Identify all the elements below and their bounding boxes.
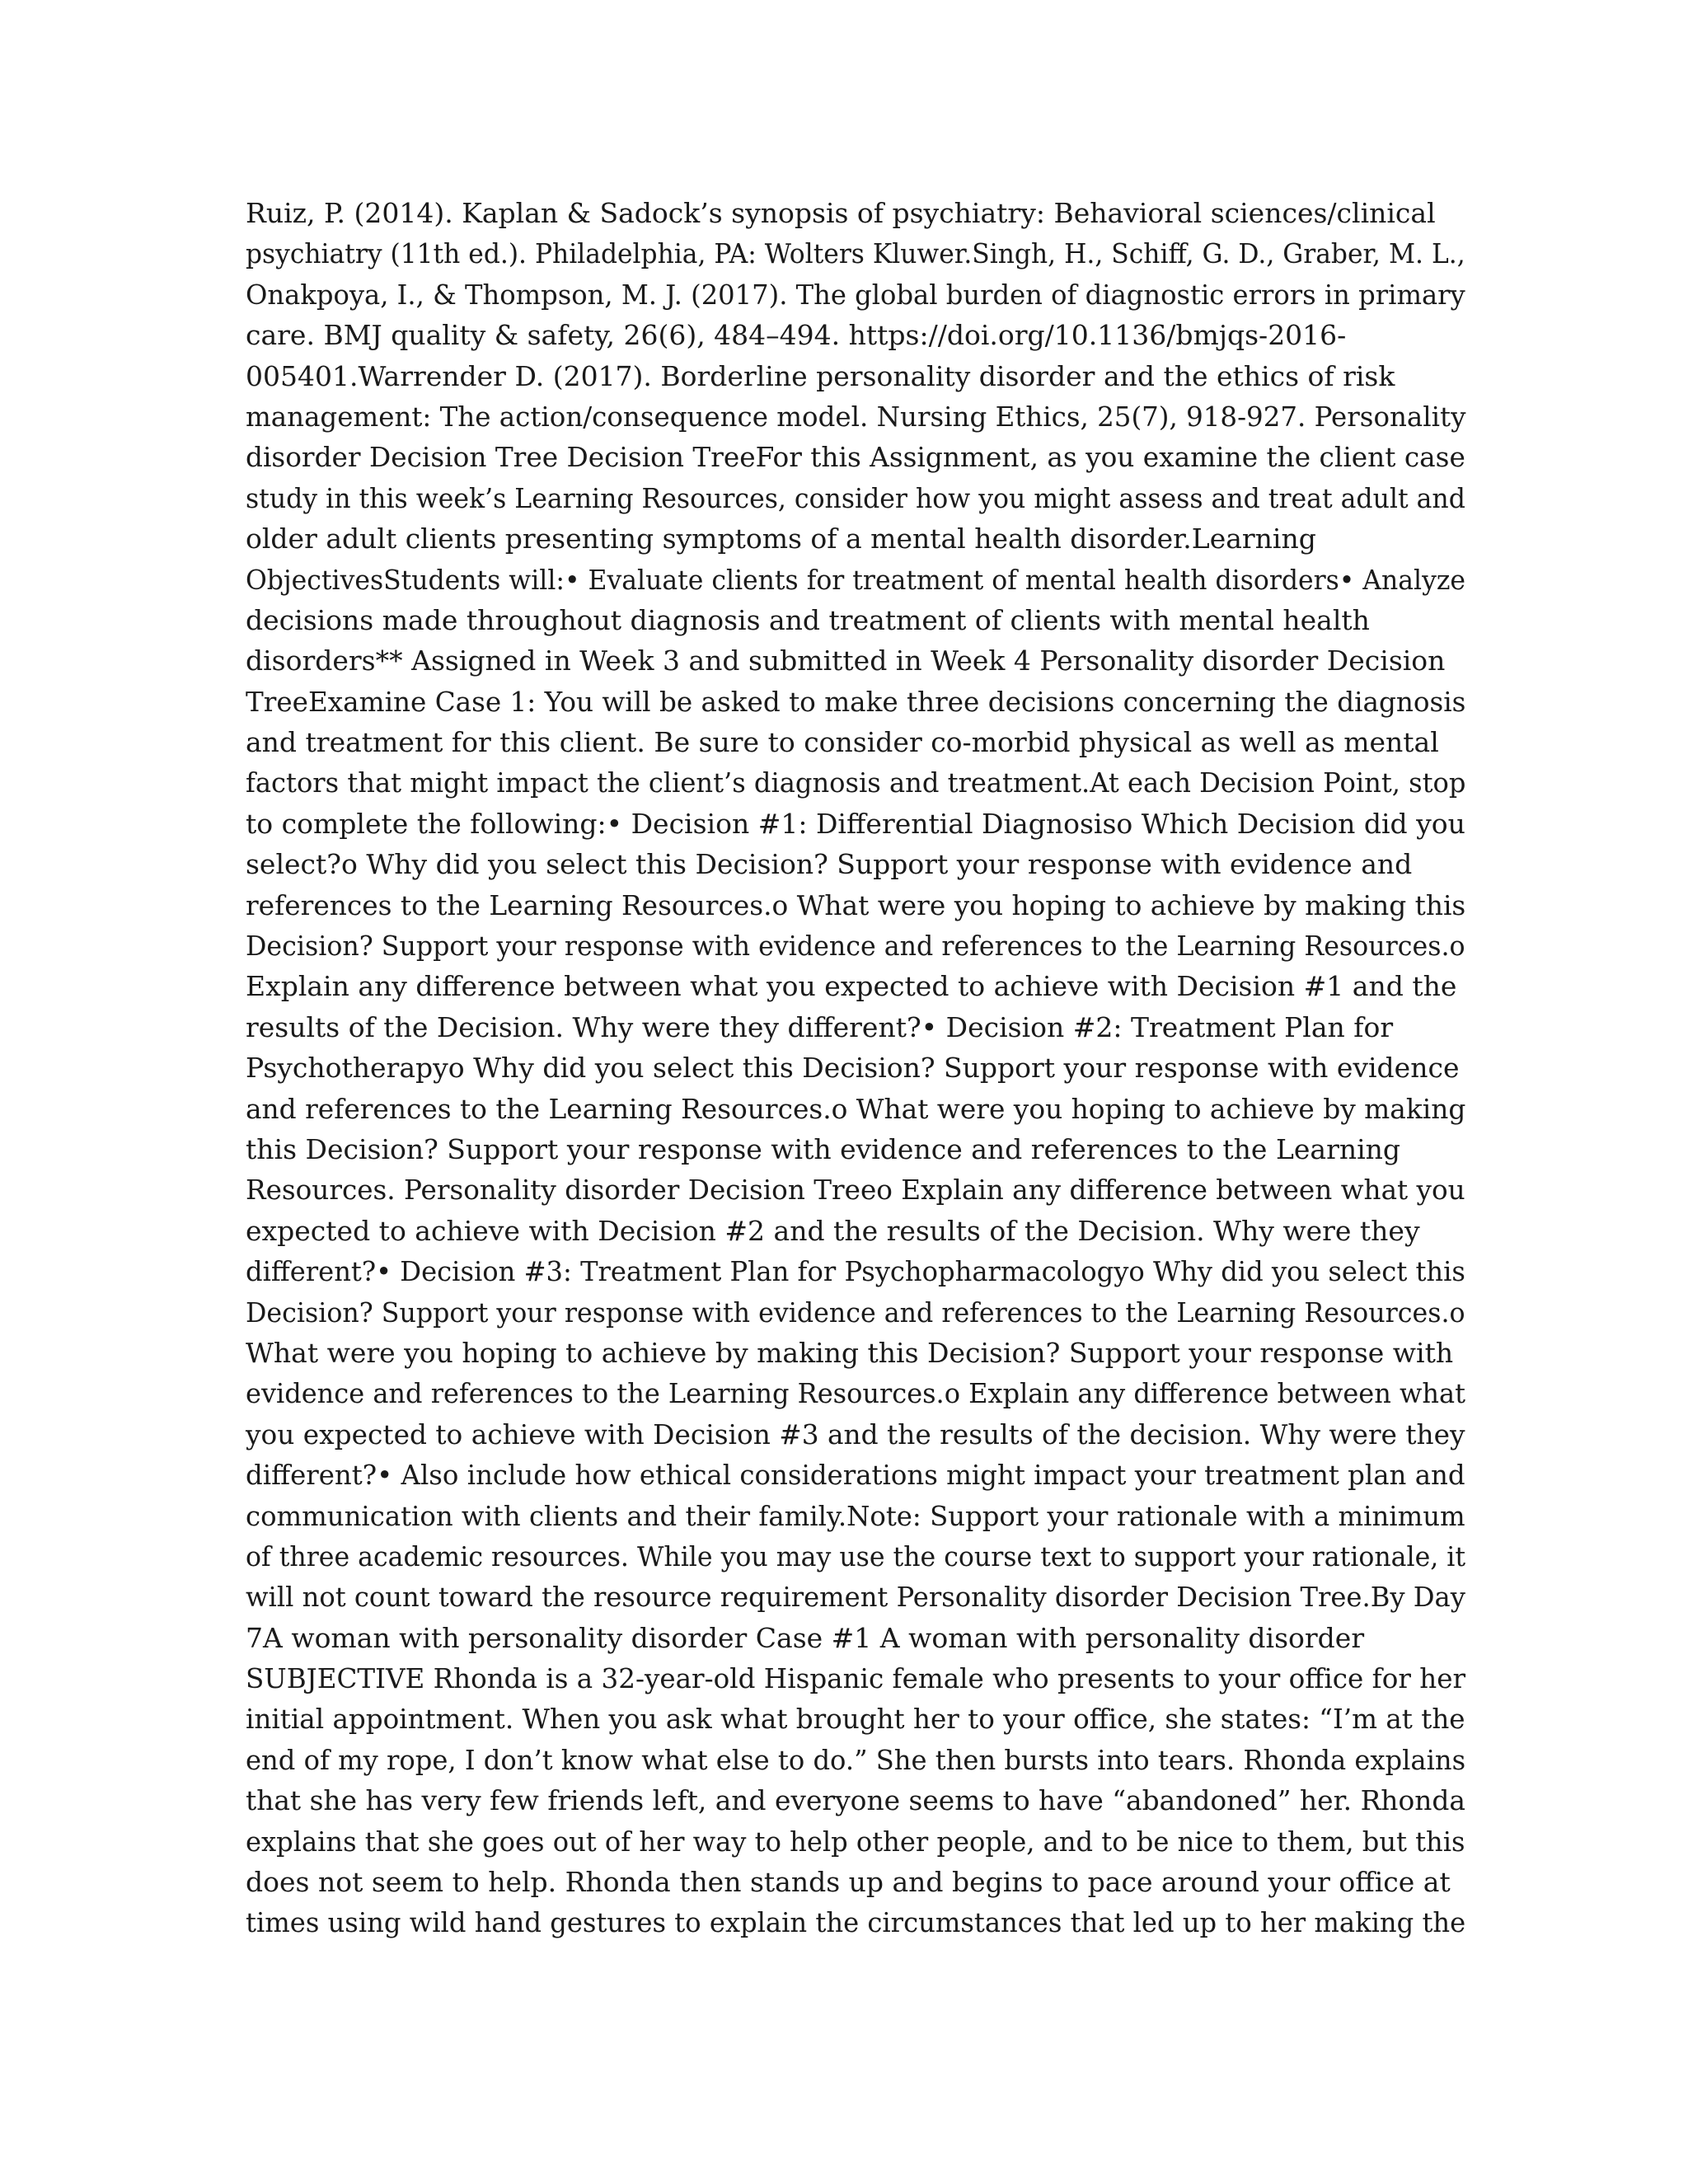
text-line: to complete the following:• Decision #1: Differential Diagnosiso Which Decision did you bbox=[246, 807, 1465, 840]
text-line: you expected to achieve with Decision #3 and the results of the decision. Why were they bbox=[246, 1418, 1465, 1451]
text-line: Decision? Support your response with evidence and references to the Learning Resources.o bbox=[246, 1296, 1465, 1329]
text-line: older adult clients presenting symptoms of a mental health disorder.Learning bbox=[246, 523, 1316, 555]
text-line: expected to achieve with Decision #2 and the results of the Decision. Why were they bbox=[246, 1214, 1420, 1247]
text-line: study in this week’s Learning Resources, consider how you might assess and treat adult and bbox=[246, 481, 1465, 514]
text-line: What were you hoping to achieve by making this Decision? Support your response with bbox=[246, 1336, 1454, 1369]
text-line: different?• Decision #3: Treatment Plan for Psychopharmacologyo Why did you select this bbox=[246, 1255, 1465, 1288]
text-line: Psychotherapyo Why did you select this Decision? Support your response with evidence bbox=[246, 1052, 1460, 1085]
text-line: times using wild hand gestures to explain the circumstances that led up to her making the bbox=[246, 1906, 1466, 1939]
text-line: disorder Decision Tree Decision TreeFor this Assignment, as you examine the client case bbox=[246, 441, 1465, 474]
text-line: 7A woman with personality disorder Case #1 A woman with personality disorder bbox=[246, 1621, 1365, 1654]
text-line: SUBJECTIVE Rhonda is a 32-year-old Hispanic female who presents to your office for her bbox=[246, 1662, 1466, 1695]
body-text bbox=[246, 193, 1465, 1943]
text-line: TreeExamine Case 1: You will be asked to make three decisions concerning the diagnosis bbox=[246, 685, 1466, 718]
text-line: does not seem to help. Rhonda then stands up and begins to pace around your office at bbox=[246, 1866, 1451, 1899]
text-line: select?o Why did you select this Decision? Support your response with evidence and bbox=[246, 848, 1413, 881]
text-line: and references to the Learning Resources.o What were you hoping to achieve by making bbox=[246, 1092, 1466, 1125]
text-line: will not count toward the resource requirement Personality disorder Decision Tree.By Day bbox=[246, 1581, 1465, 1614]
text-line: decisions made throughout diagnosis and treatment of clients with mental health bbox=[246, 603, 1370, 636]
text-line: psychiatry (11th ed.). Philadelphia, PA: Wolters Kluwer.Singh, H., Schiff, G. D., Graber, M. L., bbox=[246, 237, 1465, 270]
text-line: different?• Also include how ethical considerations might impact your treatment plan and bbox=[246, 1459, 1465, 1492]
text-line: disorders** Assigned in Week 3 and submitted in Week 4 Personality disorder Decision bbox=[246, 644, 1446, 677]
text-line: care. BMJ quality & safety, 26(6), 484–494. https://doi.org/10.1136/bmjqs-2016- bbox=[246, 319, 1347, 352]
text-line: this Decision? Support your response with evidence and references to the Learning bbox=[246, 1132, 1401, 1165]
text-line: results of the Decision. Why were they different?• Decision #2: Treatment Plan for bbox=[246, 1010, 1394, 1043]
text-line: end of my rope, I don’t know what else to do.” She then bursts into tears. Rhonda explains bbox=[246, 1743, 1466, 1776]
text-line: Onakpoya, I., & Thompson, M. J. (2017). The global burden of diagnostic errors in primary bbox=[246, 278, 1465, 311]
text-line: of three academic resources. While you may use the course text to support your rationale, it bbox=[246, 1540, 1466, 1572]
text-line: references to the Learning Resources.o What were you hoping to achieve by making this bbox=[246, 888, 1466, 921]
text-line: ObjectivesStudents will:• Evaluate clients for treatment of mental health disorders• Analyze bbox=[246, 563, 1466, 596]
text-line: factors that might impact the client’s diagnosis and treatment.At each Decision Point, stop bbox=[246, 766, 1466, 799]
text-line: initial appointment. When you ask what brought her to your office, she states: “I’m at the bbox=[246, 1703, 1465, 1736]
text-line: Ruiz, P. (2014). Kaplan & Sadock’s synopsis of psychiatry: Behavioral sciences/clinical bbox=[246, 197, 1436, 229]
text-line: that she has very few friends left, and everyone seems to have “abandoned” her. Rhonda bbox=[246, 1784, 1465, 1817]
text-line: Explain any difference between what you expected to achieve with Decision #1 and the bbox=[246, 970, 1457, 1003]
text-line: and treatment for this client. Be sure to consider co-morbid physical as well as mental bbox=[246, 726, 1439, 759]
text-line: communication with clients and their family.Note: Support your rationale with a minimum bbox=[246, 1499, 1465, 1532]
text-line: Resources. Personality disorder Decision Treeo Explain any difference between what you bbox=[246, 1174, 1465, 1207]
text-line: management: The action/consequence model. Nursing Ethics, 25(7), 918-927. Personality bbox=[246, 400, 1466, 433]
text-line: evidence and references to the Learning Resources.o Explain any difference between what bbox=[246, 1377, 1465, 1410]
text-line: 005401.Warrender D. (2017). Borderline personality disorder and the ethics of risk bbox=[246, 359, 1395, 392]
text-line: explains that she goes out of her way to help other people, and to be nice to them, but this bbox=[246, 1825, 1465, 1858]
text-line: Decision? Support your response with evidence and references to the Learning Resources.o bbox=[246, 930, 1465, 963]
